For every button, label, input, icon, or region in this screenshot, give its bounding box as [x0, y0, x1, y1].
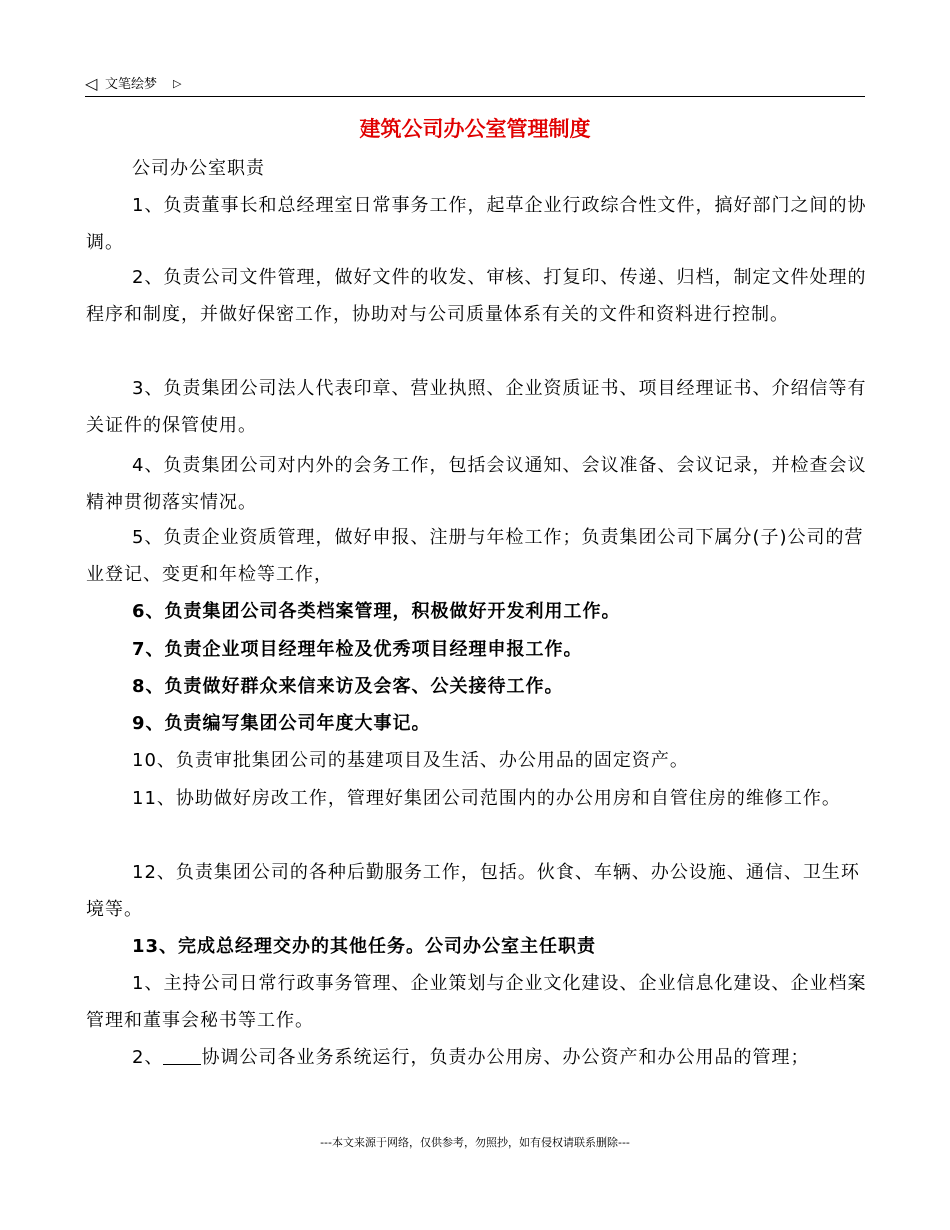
paragraph-item-12: 12、负责集团公司的各种后勤服务工作，包括。伙食、车辆、办公设施、通信、卫生环境等。 — [86, 862, 860, 920]
paragraph-item-2: 2、负责公司文件管理，做好文件的收发、审核、打复印、传递、归档，制定文件处理的程序和制度，并做好保密工作，协助对与公司质量体系有关的文件和资料进行控制。 — [86, 267, 867, 325]
paragraph-item-11: 11、协助做好房改工作，管理好集团公司范围内的办公用房和自管住房的维修工作。 — [132, 788, 841, 809]
paragraph-item-1: 1、负责董事长和总经理室日常事务工作，起草企业行政综合性文件，搞好部门之间的协调。 — [86, 195, 867, 253]
paragraph-item-3: 3、负责集团公司法人代表印章、营业执照、企业资质证书、项目经理证书、介绍信等有关证件的保管使用。 — [86, 378, 867, 436]
paragraph-item-7: 7、负责企业项目经理年检及优秀项目经理申报工作。 — [132, 639, 583, 660]
paragraph-item-9: 9、负责编写集团公司年度大事记。 — [132, 713, 431, 734]
fill-in-blank — [163, 1048, 201, 1065]
director-item-1: 1、主持公司日常行政事务管理、企业策划与企业文化建设、企业信息化建设、企业档案管理和董事会秘书等工作。 — [86, 973, 867, 1031]
paragraph-item-6: 6、负责集团公司各类档案管理，积极做好开发利用工作。 — [132, 601, 621, 622]
paragraph-item-4: 4、负责集团公司对内外的会务工作，包括会议通知、会议准备、会议记录，并检查会议精神贯彻落实情况。 — [86, 455, 867, 513]
right-triangle-icon: ▷ — [173, 77, 182, 90]
paragraph-item-10: 10、负责审批集团公司的基建项目及生活、办公用品的固定资产。 — [132, 750, 689, 771]
paragraph-item-5: 5、负责企业资质管理，做好申报、注册与年检工作；负责集团公司下属分(子)公司的营业登记、变更和年检等工作， — [86, 527, 864, 585]
paragraph-item-13: 13、完成总经理交办的其他任务。公司办公室主任职责 — [132, 936, 597, 957]
director-item-2 — [86, 1040, 876, 1077]
document-title: 建筑公司办公室管理制度 — [359, 117, 591, 141]
director-item-2-number: 2、 — [132, 1047, 164, 1068]
left-triangle-icon: ◁ — [85, 74, 98, 93]
page-footer: ---本文来源于网络，仅供参考，勿照抄，如有侵权请联系删除--- — [320, 1136, 630, 1149]
page-header — [85, 72, 865, 97]
director-item-2-text: 协调公司各业务系统运行，负责办公用房、办公资产和办公用品的管理； — [201, 1047, 810, 1068]
paragraph-item-8: 8、负责做好群众来信来访及会客、公关接待工作。 — [132, 676, 564, 697]
header-brand: 文笔绘梦 — [105, 77, 158, 92]
section-heading: 公司办公室职责 — [132, 158, 265, 179]
